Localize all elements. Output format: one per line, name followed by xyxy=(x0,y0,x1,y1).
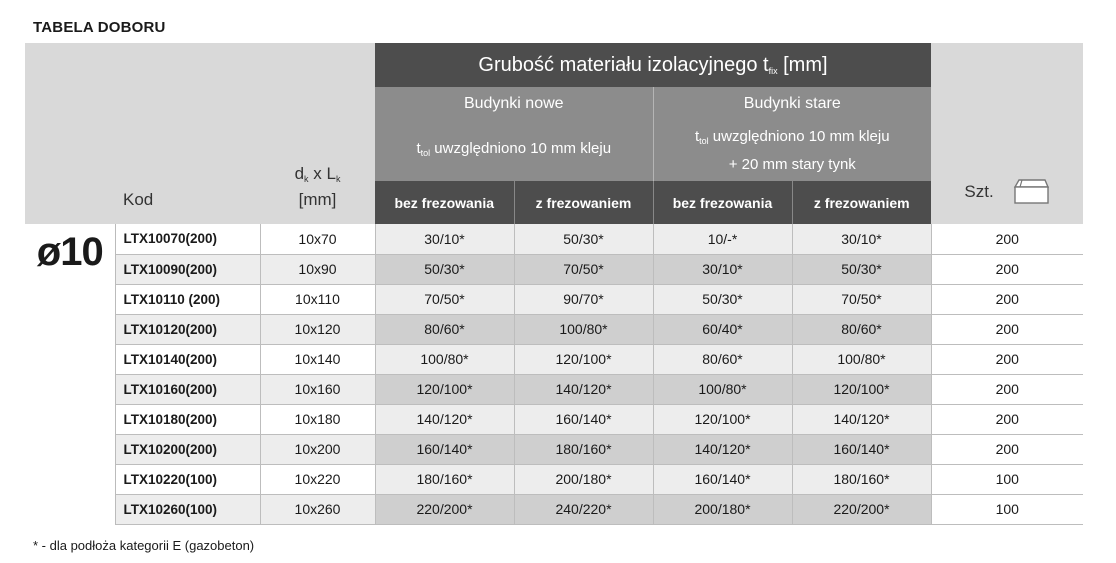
diameter-label: ø10 xyxy=(25,224,115,524)
dimension-value: 10x110 xyxy=(260,284,375,314)
quantity-value: 100 xyxy=(931,494,1083,524)
product-code: LTX10200(200) xyxy=(115,434,260,464)
old-milling-value: 100/80* xyxy=(792,344,931,374)
dimension-unit: [mm] xyxy=(298,190,337,209)
diameter-header-cell xyxy=(25,43,115,224)
new-no-milling-value: 30/10* xyxy=(375,224,514,254)
table-row xyxy=(25,344,1083,374)
product-code: LTX10070(200) xyxy=(115,224,260,254)
table-row xyxy=(25,224,1083,254)
old-no-milling-value: 10/-* xyxy=(653,224,792,254)
dimension-value: 10x200 xyxy=(260,434,375,464)
dimension-value: 10x180 xyxy=(260,404,375,434)
quantity-value: 200 xyxy=(931,404,1083,434)
table-row xyxy=(25,464,1083,494)
footnote: * - dla podłoża kategorii E (gazobeton) xyxy=(33,538,255,553)
old-milling-value: 180/160* xyxy=(792,464,931,494)
dimension-value: 10x160 xyxy=(260,374,375,404)
col-new-no-milling: bez frezowania xyxy=(375,181,514,224)
table-row xyxy=(25,494,1083,524)
product-code: LTX10110 (200) xyxy=(115,284,260,314)
new-milling-value: 70/50* xyxy=(514,254,653,284)
new-no-milling-value: 120/100* xyxy=(375,374,514,404)
new-no-milling-value: 50/30* xyxy=(375,254,514,284)
old-milling-value: 80/60* xyxy=(792,314,931,344)
new-no-milling-value: 160/140* xyxy=(375,434,514,464)
product-code: LTX10220(100) xyxy=(115,464,260,494)
new-milling-value: 50/30* xyxy=(514,224,653,254)
dimension-value: 10x90 xyxy=(260,254,375,284)
old-milling-value: 70/50* xyxy=(792,284,931,314)
old-no-milling-value: 160/140* xyxy=(653,464,792,494)
quantity-value: 200 xyxy=(931,254,1083,284)
dimension-header-label: $d_k$ x $L_k$ xyxy=(294,164,341,184)
old-no-milling-value: 60/40* xyxy=(653,314,792,344)
old-milling-value: 120/100* xyxy=(792,374,931,404)
table-row xyxy=(25,374,1083,404)
new-milling-value: 160/140* xyxy=(514,404,653,434)
old-no-milling-value: 80/60* xyxy=(653,344,792,374)
code-header-label: Kod xyxy=(123,190,154,209)
quantity-value: 100 xyxy=(931,464,1083,494)
old-no-milling-value: 200/180* xyxy=(653,494,792,524)
dimension-value: 10x70 xyxy=(260,224,375,254)
old-milling-value: 50/30* xyxy=(792,254,931,284)
old-milling-value: 220/200* xyxy=(792,494,931,524)
new-milling-value: 100/80* xyxy=(514,314,653,344)
new-buildings-header: Budynki nowe xyxy=(375,87,653,120)
product-code: LTX10260(100) xyxy=(115,494,260,524)
new-no-milling-value: 220/200* xyxy=(375,494,514,524)
product-code: LTX10180(200) xyxy=(115,404,260,434)
old-buildings-header: Budynki stare xyxy=(653,87,931,120)
quantity-value: 200 xyxy=(931,344,1083,374)
quantity-value: 200 xyxy=(931,434,1083,464)
table-row xyxy=(25,404,1083,434)
new-milling-value: 90/70* xyxy=(514,284,653,314)
new-milling-value: 180/160* xyxy=(514,434,653,464)
col-old-milling: z frezowaniem xyxy=(792,181,931,224)
product-code: LTX10120(200) xyxy=(115,314,260,344)
quantity-value: 200 xyxy=(931,374,1083,404)
new-no-milling-value: 100/80* xyxy=(375,344,514,374)
old-no-milling-value: 120/100* xyxy=(653,404,792,434)
dimension-value: 10x140 xyxy=(260,344,375,374)
table-row xyxy=(25,314,1083,344)
dimension-value: 10x120 xyxy=(260,314,375,344)
selection-table xyxy=(25,43,1083,525)
new-no-milling-value: 70/50* xyxy=(375,284,514,314)
old-no-milling-value: 50/30* xyxy=(653,284,792,314)
quantity-value: 200 xyxy=(931,314,1083,344)
quantity-value: 200 xyxy=(931,224,1083,254)
table-row xyxy=(25,284,1083,314)
material-thickness-header: Grubość materiału izolacyjnego $t_{fix}$ [mm] xyxy=(375,43,931,87)
table-row xyxy=(25,254,1083,284)
old-milling-value: 140/120* xyxy=(792,404,931,434)
new-no-milling-value: 140/120* xyxy=(375,404,514,434)
code-header xyxy=(115,43,260,224)
new-buildings-note: $t_{tol}$ uwzględniono 10 mm kleju xyxy=(375,120,653,181)
old-milling-value: 160/140* xyxy=(792,434,931,464)
new-milling-value: 140/120* xyxy=(514,374,653,404)
package-box-icon xyxy=(1012,177,1050,210)
quantity-header-label: Szt. xyxy=(964,182,994,202)
new-no-milling-value: 80/60* xyxy=(375,314,514,344)
col-new-milling: z frezowaniem xyxy=(514,181,653,224)
dimension-header xyxy=(260,43,375,224)
dimension-value: 10x220 xyxy=(260,464,375,494)
table-row xyxy=(25,434,1083,464)
new-no-milling-value: 180/160* xyxy=(375,464,514,494)
new-milling-value: 120/100* xyxy=(514,344,653,374)
old-buildings-note: $t_{tol}$ uwzględniono 10 mm kleju + 20 mm stary tynk xyxy=(653,120,931,181)
new-milling-value: 200/180* xyxy=(514,464,653,494)
old-milling-value: 30/10* xyxy=(792,224,931,254)
col-old-no-milling: bez frezowania xyxy=(653,181,792,224)
dimension-value: 10x260 xyxy=(260,494,375,524)
old-no-milling-value: 140/120* xyxy=(653,434,792,464)
old-no-milling-value: 100/80* xyxy=(653,374,792,404)
old-no-milling-value: 30/10* xyxy=(653,254,792,284)
quantity-value: 200 xyxy=(931,284,1083,314)
product-code: LTX10090(200) xyxy=(115,254,260,284)
product-code: LTX10140(200) xyxy=(115,344,260,374)
quantity-header xyxy=(931,43,1083,224)
table-title: TABELA DOBORU xyxy=(33,19,166,36)
product-code: LTX10160(200) xyxy=(115,374,260,404)
new-milling-value: 240/220* xyxy=(514,494,653,524)
